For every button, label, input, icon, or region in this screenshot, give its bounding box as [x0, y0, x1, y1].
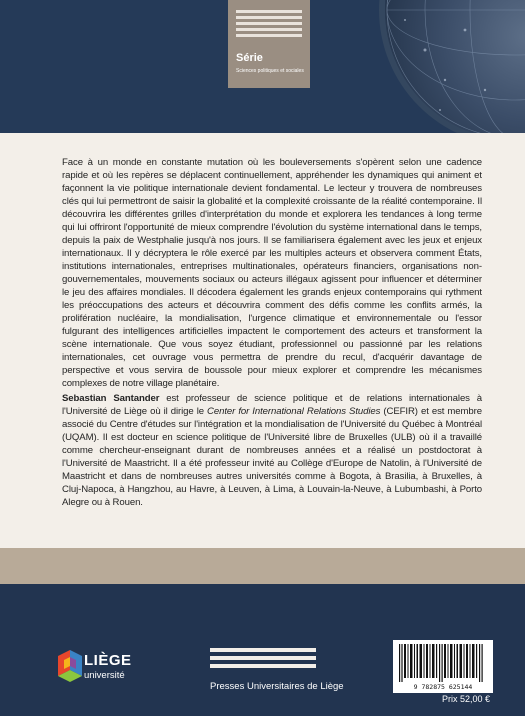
barcode-icon: [399, 644, 487, 682]
publisher-name: Presses Universitaires de Liège: [210, 681, 344, 692]
middle-band: [0, 548, 525, 584]
series-stripes: [236, 10, 302, 40]
bio-part-2: (CEFIR) et est membre associé du Centre d'études sur l'intégration et la mondialisation de l'Université du Québec à Montréal (UQAM). Il est docteur en science politique de l'Université libre de Bruxelles (ULB) où il a travaillé comme chercheur-enseignant durant de nombreuses années et a réalisé un postdoctorat à l'Université de Maastricht. Il a été professeur invité au Collège d'Europe de Natolin, à l'Université de Maastricht et dans de nombreuses autres universités comme à Bogota, à Brasilia, à Bruxelles, à Cluj-Napoca, à Hangzhou, au Havre, à Leuven, à Lima, à Louvain-la-Neuve, à Lubumbashi, à Porto Alegre ou à Rouen.: [62, 406, 482, 508]
series-title: Série: [236, 52, 263, 64]
globe-lines: [385, 0, 525, 133]
liege-logo-name: LIÈGE: [84, 652, 132, 669]
book-description: Face à un monde en constante mutation où les bouleversements s'opèrent selon une cadence rapide et où les repères se déplacent continuellement, appréhender les dynamiques qui animent et façonnent la vie politique internationale devient fondamental. Le lecteur y trouvera de nombreuses clés qui lui permettront de saisir la globalité et la complexité croissante de la réalité contemporaine. Il découvrira les différentes grilles d'interprétation du monde et explorera les tendances à long terme qui lui offriront l'opportunité de mieux comprendre l'évolution du système international dans le temps, depuis la paix de Westphalie jusqu'à nos jours. Il se familiarisera également avec les jeux et enjeux internationaux. Il y décryptera le rôle exercé par les multiples acteurs et observera comment États, institutions internationales, entreprises multinationales, opérateurs financiers, organisations non-gouvernementales, mouvements sociaux ou acteurs illégaux agissent pour influencer et déterminer le jeu des affaires mondiales. Il décodera également les grands enjeux contemporains qui rythment les préoccupations des acteurs et découvrira comment des défis comme les conflits armés, la prolifération nucléaire, la mondialisation, l'urgence climatique et environnementale ou l'essor fulgurant des intelligences artificielles impactent le comportement des acteurs et transforment la scène internationale. Que vous soyez étudiant, professionnel ou passionné par les relations internationales, cet ouvrage vous permettra de prendre du recul, d'acquérir davantage de perspective et vous servira de boussole pour mieux explorer et comprendre les mécanismes complexes de notre village planétaire.: [62, 157, 482, 389]
publisher-logo-stripes: [210, 648, 316, 672]
barcode-number: 9 782875 625144: [413, 683, 473, 691]
author-name: Sebastian Santander: [62, 393, 160, 404]
bio-part-1: est professeur de science politique et de relations internationales à l'Université de Liège où il dirige le: [62, 393, 482, 417]
liege-logo-sub: université: [84, 670, 125, 681]
price: Prix 52,00 €: [441, 694, 490, 704]
top-band: [0, 0, 525, 133]
series-subtitle: Sciences politiques et sociales: [236, 68, 304, 74]
center-name: Center for International Relations Studies: [207, 406, 381, 417]
author-bio: [62, 392, 482, 509]
